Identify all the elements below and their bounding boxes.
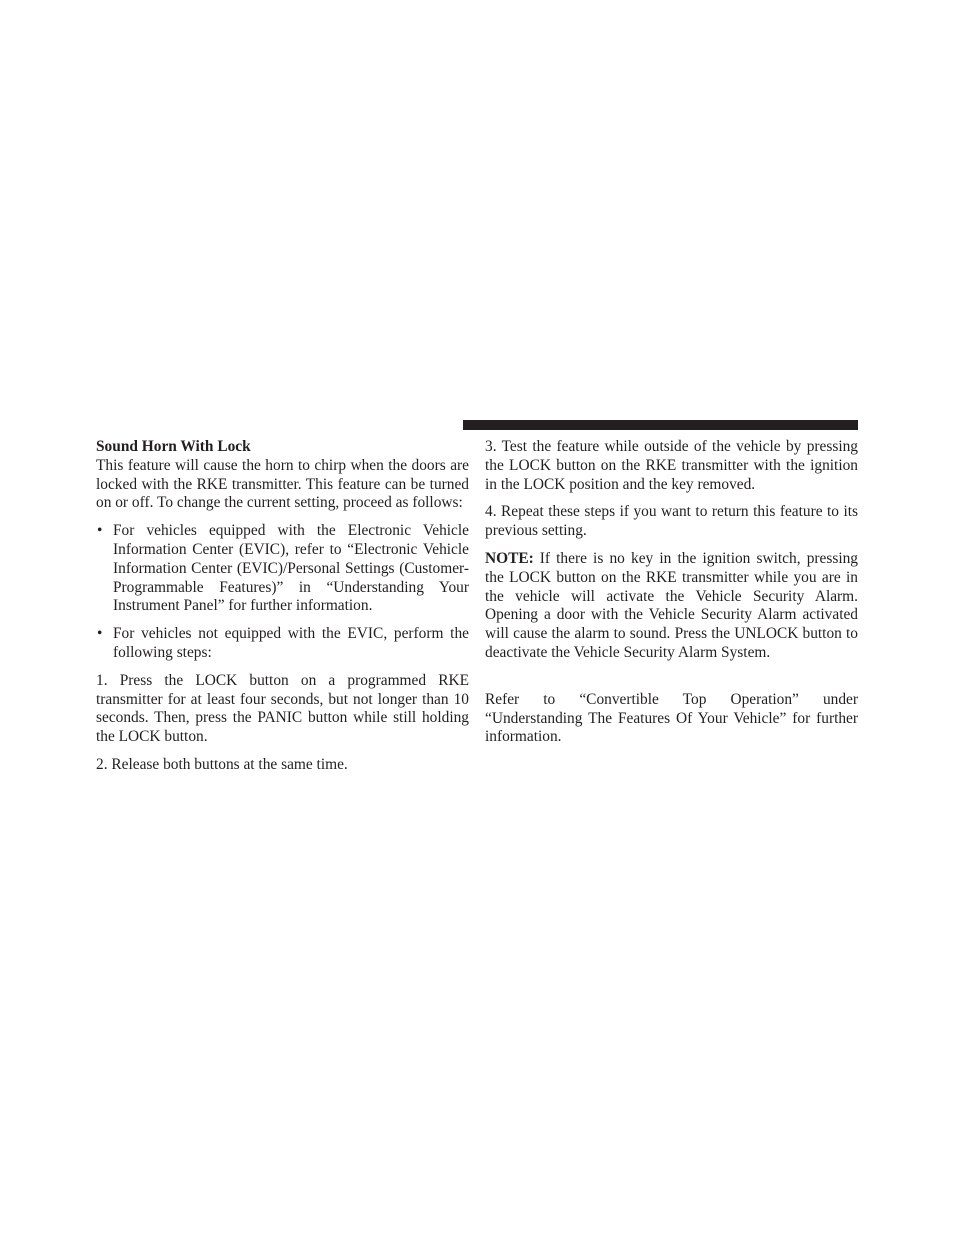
right-column: [485, 438, 858, 747]
step-4: 4. Repeat these steps if you want to return this feature to its previous setting.: [485, 503, 858, 540]
list-item: [96, 522, 469, 616]
section-heading: Sound Horn With Lock: [96, 438, 251, 455]
step-1: 1. Press the LOCK button on a programmed RKE transmitter for at least four seconds, but not longer than 10 seconds. Then, press the PANIC button while still holding the LOCK button.: [96, 671, 469, 746]
bullet-text: For vehicles not equipped with the EVIC, perform the following steps:: [113, 625, 469, 661]
note-paragraph: [485, 550, 858, 663]
step-2: 2. Release both buttons at the same time.: [96, 755, 348, 773]
intro-paragraph: This feature will cause the horn to chirp when the doors are locked with the RKE transmitter. This feature can be turned on or off. To change the current setting, proceed as follows:: [96, 456, 469, 512]
bullet-list: [96, 522, 469, 663]
section-header-rule: [463, 420, 858, 430]
note-label: NOTE:: [485, 549, 534, 567]
note-text: If there is no key in the ignition switch, pressing the LOCK button on the RKE transmitter while you are in the vehicle will activate the Vehicle Security Alarm. Opening a door with the Vehicle Security Alarm activated will cause the alarm to sound. Press the UNLOCK button to deactivate the Vehicle Security Alarm System.: [485, 549, 858, 661]
bullet-icon: •: [97, 522, 103, 540]
step-3: 3. Test the feature while outside of the vehicle by pressing the LOCK button on the RKE transmitter with the ignition in the LOCK position and the key removed.: [485, 438, 858, 493]
left-column: [96, 438, 469, 775]
bullet-icon: •: [97, 625, 103, 643]
list-item: [96, 625, 469, 663]
bullet-text: For vehicles equipped with the Electronic Vehicle Information Center (EVIC), refer to “Electronic Vehicle Information Center (EVIC)/Personal Settings (Customer-Programmable Features)” in “Understanding Your Instrument Panel” for further information.: [113, 522, 469, 615]
refer-paragraph: Refer to “Convertible Top Operation” under “Understanding The Features Of Your Vehicle” for further information.: [485, 690, 858, 746]
